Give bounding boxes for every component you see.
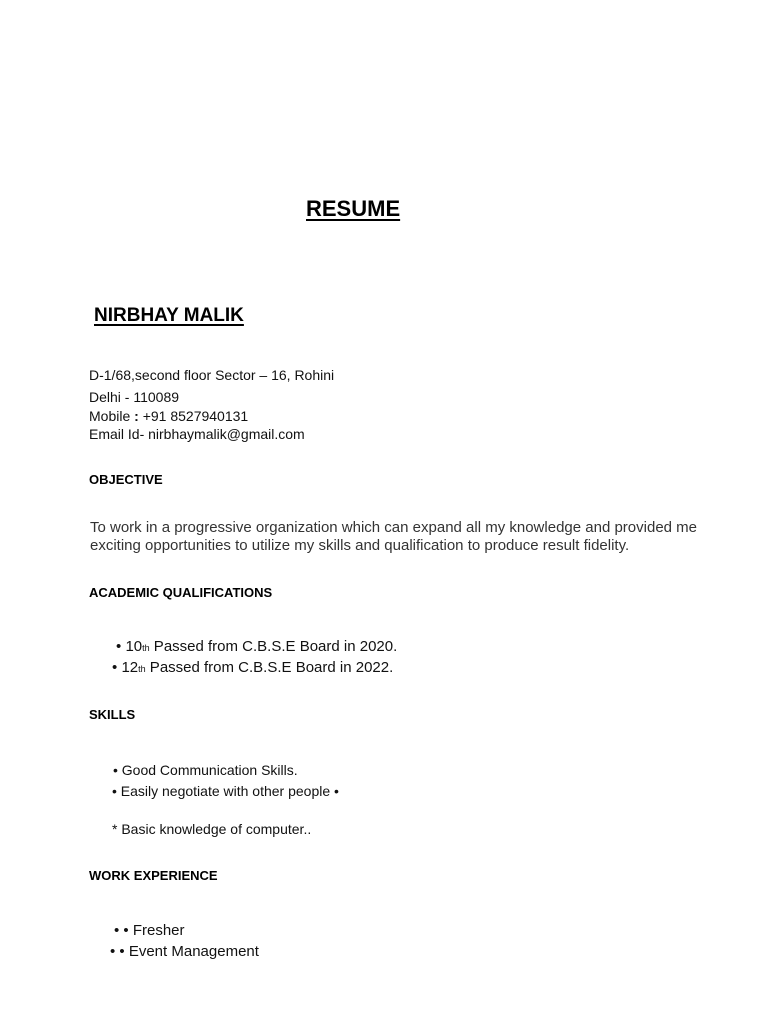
candidate-name: NIRBHAY MALIK	[94, 305, 244, 326]
resume-title: RESUME	[306, 196, 401, 221]
objective-text: To work in a progressive organization which can expand all my knowledge and provided me exciting opportunities to utilize my skills and qualification to produce result fidelity.	[90, 519, 698, 554]
class-suffix: th	[138, 664, 146, 674]
skill-item: • Good Communication Skills.	[113, 762, 298, 778]
email-line: Email Id- nirbhaymalik@gmail.com	[89, 426, 305, 442]
mobile-separator: :	[130, 408, 143, 424]
academic-heading: ACADEMIC QUALIFICATIONS	[89, 585, 273, 600]
work-item: • • Event Management	[110, 943, 259, 960]
bullet: •	[116, 638, 122, 655]
academic-item	[112, 659, 393, 676]
mobile-value: +91 8527940131	[142, 408, 249, 424]
academic-text: Passed from C.B.S.E Board in 2020.	[149, 638, 398, 655]
address-line-1: D-1/68,second floor Sector – 16, Rohini	[89, 367, 335, 383]
work-item: • • Fresher	[114, 922, 185, 939]
address-line-2: Delhi - 110089	[89, 389, 180, 405]
academic-item	[116, 638, 397, 655]
class-number: 12	[121, 659, 139, 676]
bullet: •	[112, 659, 118, 676]
skill-item: * Basic knowledge of computer..	[112, 821, 312, 837]
mobile-line	[89, 408, 248, 424]
objective-heading: OBJECTIVE	[89, 472, 163, 487]
class-suffix: th	[142, 643, 150, 653]
skill-item: • Easily negotiate with other people •	[112, 783, 339, 799]
work-heading: WORK EXPERIENCE	[89, 868, 218, 883]
skills-heading: SKILLS	[89, 707, 136, 722]
academic-text: Passed from C.B.S.E Board in 2022.	[145, 659, 394, 676]
mobile-label: Mobile	[89, 408, 131, 424]
class-number: 10	[125, 638, 143, 655]
